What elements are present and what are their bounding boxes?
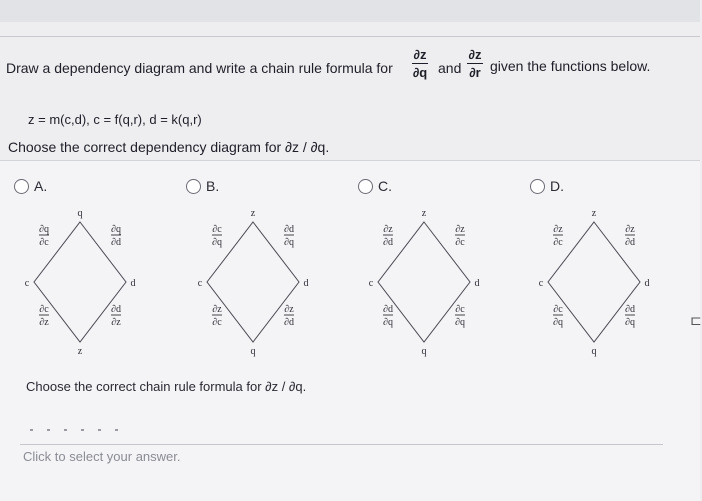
edge-label-lower-left-den: ∂q bbox=[553, 317, 563, 328]
edge-label-lower-right-num: ∂z bbox=[284, 304, 294, 315]
edge-label-upper-right-den: ∂d bbox=[625, 237, 635, 248]
edge-label-upper-left-num: ∂q bbox=[39, 224, 49, 235]
edge-label-upper-left-num: ∂c bbox=[212, 224, 222, 235]
diagram-prompt: Choose the correct dependency diagram for ∂z / ∂q. bbox=[8, 139, 330, 155]
diagram-node-left: c bbox=[24, 278, 30, 289]
diagram-node-bottom: z bbox=[77, 346, 83, 357]
edge-label-lower-right-num: ∂d bbox=[111, 304, 121, 315]
given-functions: z = m(c,d), c = f(q,r), d = k(q,r) bbox=[28, 112, 202, 127]
edge-label-upper-left-den: ∂d bbox=[383, 237, 393, 248]
diagram-node-left: c bbox=[197, 278, 203, 289]
formula-prompt: Choose the correct chain rule formula for ∂z / ∂q. bbox=[26, 379, 307, 394]
diagram-node-bottom: q bbox=[421, 346, 427, 357]
edge-label-upper-right-num: ∂q bbox=[111, 224, 121, 235]
edge-label-lower-left-den: ∂q bbox=[383, 317, 393, 328]
fraction-numerator: ∂z bbox=[413, 47, 427, 62]
diagram-node-left: c bbox=[538, 278, 544, 289]
diagram-node-bottom: q bbox=[591, 346, 597, 357]
diagram-node-top: z bbox=[591, 208, 597, 219]
diagram-node-right: d bbox=[644, 278, 650, 289]
edge-label-lower-left-num: ∂d bbox=[383, 304, 393, 315]
edge-label-lower-right-den: ∂q bbox=[625, 317, 635, 328]
edge-label-upper-right-den: ∂d bbox=[111, 237, 121, 248]
edge-label-lower-right-den: ∂q bbox=[455, 317, 465, 328]
fraction-denominator: ∂q bbox=[412, 65, 428, 80]
edge-label-upper-right-num: ∂z bbox=[455, 224, 465, 235]
diagram-node-right: d bbox=[474, 278, 480, 289]
diagram-node-top: z bbox=[250, 208, 256, 219]
question-and: and bbox=[438, 60, 462, 76]
option-label: C. bbox=[378, 178, 392, 194]
edge-label-upper-right-num: ∂z bbox=[625, 224, 635, 235]
edge-label-upper-right-den: ∂c bbox=[455, 237, 465, 248]
edge-label-upper-left-den: ∂c bbox=[39, 237, 49, 248]
edge-label-lower-left-num: ∂c bbox=[553, 304, 563, 315]
edge-label-lower-left-num: ∂z bbox=[212, 304, 222, 315]
edge-label-upper-left-den: ∂c bbox=[553, 237, 563, 248]
diagram-node-right: d bbox=[303, 278, 309, 289]
fraction-denominator: ∂r bbox=[469, 65, 481, 80]
edge-label-upper-left-den: ∂q bbox=[212, 237, 222, 248]
edge-label-upper-left-num: ∂z bbox=[383, 224, 393, 235]
option-label: A. bbox=[34, 178, 48, 194]
diagram-node-right: d bbox=[130, 278, 136, 289]
partial-answer-row bbox=[30, 418, 180, 426]
edge-label-lower-left-num: ∂c bbox=[39, 304, 49, 315]
cursor-icon: ⊏ bbox=[690, 312, 702, 328]
edge-label-lower-right-den: ∂d bbox=[284, 317, 294, 328]
edge-label-lower-right-num: ∂c bbox=[455, 304, 465, 315]
diagram-node-top: q bbox=[77, 208, 83, 219]
diagram-node-left: c bbox=[368, 278, 374, 289]
option-label: B. bbox=[206, 178, 220, 194]
edge-label-lower-left-den: ∂z bbox=[39, 317, 49, 328]
edge-label-lower-right-num: ∂d bbox=[625, 304, 635, 315]
diagram-node-top: z bbox=[421, 208, 427, 219]
question-prefix: Draw a dependency diagram and write a chain rule formula for bbox=[6, 60, 393, 76]
option-label: D. bbox=[550, 178, 564, 194]
edge-label-upper-right-den: ∂q bbox=[284, 237, 294, 248]
answer-select[interactable]: Click to select your answer. bbox=[20, 444, 663, 473]
edge-label-upper-left-num: ∂z bbox=[553, 224, 563, 235]
edge-label-upper-right-num: ∂d bbox=[284, 224, 294, 235]
edge-label-lower-left-den: ∂c bbox=[212, 317, 222, 328]
edge-label-lower-right-den: ∂z bbox=[111, 317, 121, 328]
fraction-numerator: ∂z bbox=[468, 47, 482, 62]
question-suffix: given the functions below. bbox=[490, 58, 651, 74]
diagram-node-bottom: q bbox=[250, 346, 256, 357]
